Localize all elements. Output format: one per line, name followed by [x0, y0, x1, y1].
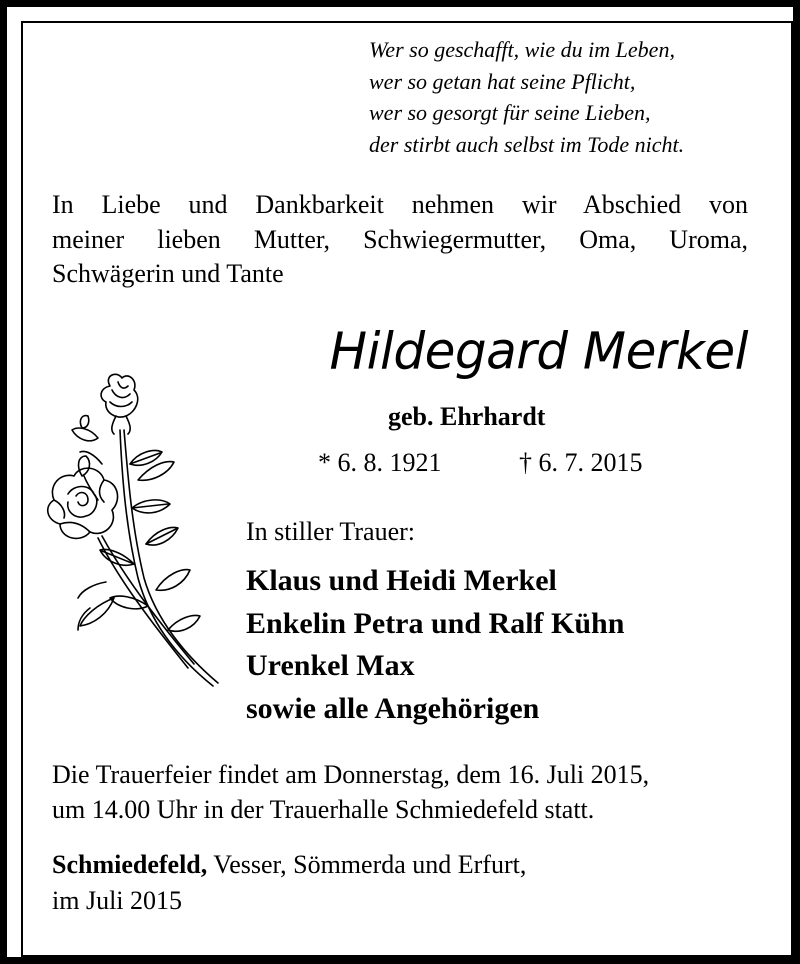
birth-date: * 6. 8. 1921 — [318, 448, 442, 477]
town-name: Schmiedefeld, — [52, 850, 208, 879]
mourner-line: sowie alle Angehörigen — [246, 691, 540, 725]
intro-line: In Liebe und Dankbarkeit nehmen wir Abschied von — [52, 190, 748, 219]
poem — [369, 34, 684, 160]
funeral-service-info — [52, 757, 649, 827]
poem-line: wer so getan hat seine Pflicht, — [369, 68, 636, 94]
place-and-date — [52, 847, 526, 919]
place-line — [52, 847, 526, 883]
intro-line: meiner lieben Mutter, Schwiegermutter, Oma, Uroma, — [52, 224, 748, 254]
other-towns: Vesser, Sömmerda und Erfurt, — [207, 850, 527, 879]
deceased-name: Hildegard Merkel — [329, 321, 748, 381]
maiden-name: geb. Ehrhardt — [388, 402, 546, 431]
date-line: im Juli 2015 — [52, 886, 183, 915]
mourner-line: Urenkel Max — [246, 649, 415, 682]
service-line: Die Trauerfeier findet am Donnerstag, dem 16. Juli 2015, — [52, 760, 650, 789]
service-line: um 14.00 Uhr in der Trauerhalle Schmiedefeld statt. — [52, 795, 595, 824]
intro-line: Schwägerin und Tante — [52, 259, 284, 288]
mourners-list — [246, 560, 624, 730]
mourner-line: Enkelin Petra und Ralf Kühn — [246, 606, 625, 640]
poem-line: Wer so geschafft, wie du im Leben, — [369, 37, 675, 62]
death-date: † 6. 7. 2015 — [519, 448, 643, 477]
intro-text — [52, 188, 748, 292]
mourner-line: Klaus und Heidi Merkel — [246, 564, 557, 597]
mourning-heading: In stiller Trauer: — [246, 517, 415, 546]
rose-illustration-icon — [38, 368, 228, 698]
poem-line: wer so gesorgt für seine Lieben, — [369, 100, 651, 125]
poem-line: der stirbt auch selbst im Tode nicht. — [369, 131, 685, 157]
